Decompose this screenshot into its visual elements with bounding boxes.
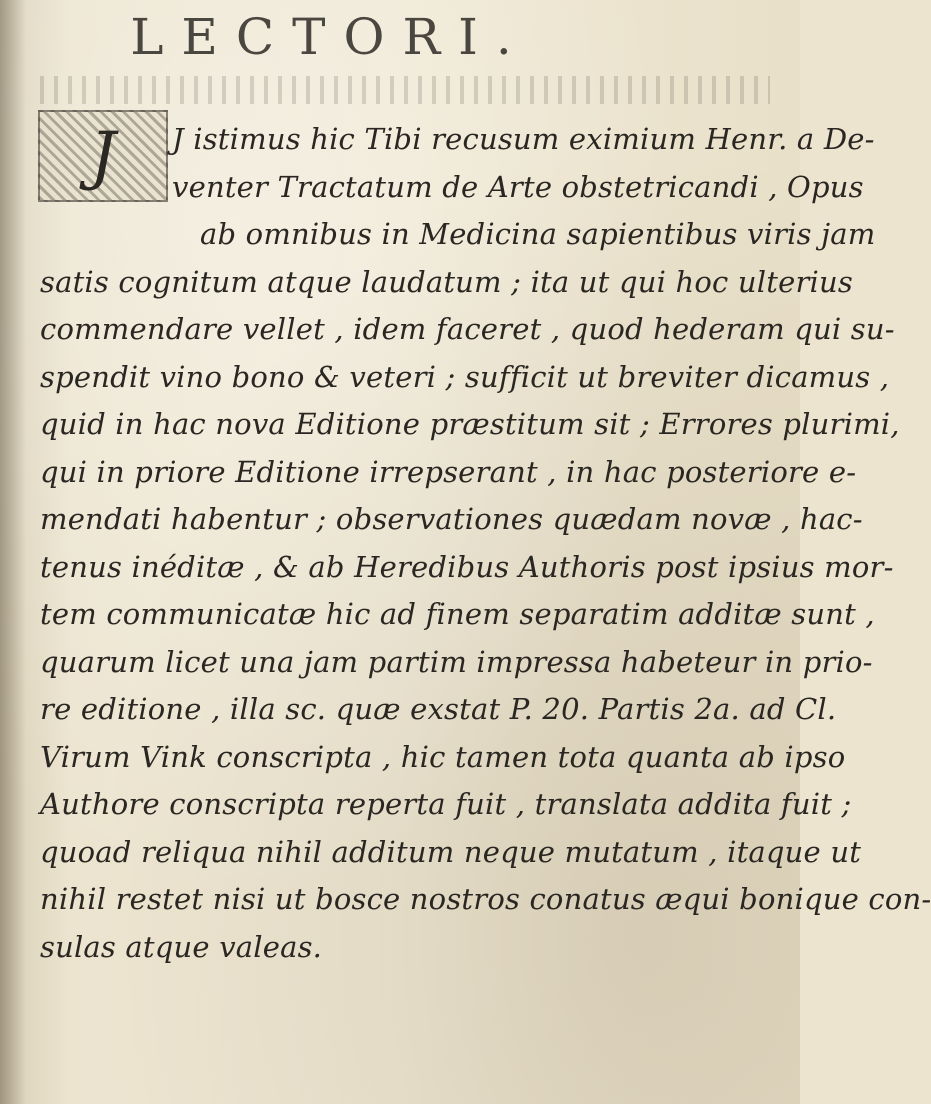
text-line: commendare vellet , idem faceret , quod hederam qui su- [40,312,895,346]
text-line: mendati habentur ; observationes quædam novæ , hac- [40,502,863,536]
text-line: Authore conscripta reperta fuit , translata addita fuit ; [40,787,852,821]
ornament-band [40,76,770,104]
text-line: tenus inéditæ , & ab Heredibus Authoris post ipsius mor- [40,549,894,584]
text-line: sulas atque valeas. [40,929,323,964]
text-line: ab omnibus in Medicina sapientibus viris jam [200,217,876,251]
text-line: Virum Vink conscripta , hic tamen tota quanta ab ipso [40,739,846,774]
body-text [40,116,931,971]
text-line: satis cognitum atque laudatum ; ita ut qui hoc ulterius [40,264,853,299]
text-line: re editione , illa sc. quæ exstat P. 20. Partis 2a. ad Cl. [40,692,837,726]
text-line: venter Tractatum de Arte obstetricandi , Opus [172,169,864,204]
text-line: J istimus hic Tibi recusum eximium Henr. a De- [172,122,875,156]
text-line: qui in priore Editione irrepserant , in hac posteriore e- [40,454,857,489]
text-line: quid in hac nova Editione præstitum sit ; Errores plurimi, [40,407,900,441]
text-line: quoad reliqua nihil additum neque mutatum , itaque ut [40,834,862,869]
text-line: nihil restet nisi ut bosce nostros conatus æqui bonique con- [40,882,931,916]
text-line: tem communicatæ hic ad finem separatim additæ sunt , [40,597,875,631]
initial-letter: J [90,119,116,193]
text-line: quarum licet una jam partim impressa habeteur in prio- [40,644,873,679]
page-gutter-shadow [0,0,26,1104]
page-heading: LECTORI. [130,8,530,66]
text-line: spendit vino bono & veteri ; sufficit ut breviter dicamus , [40,359,890,394]
